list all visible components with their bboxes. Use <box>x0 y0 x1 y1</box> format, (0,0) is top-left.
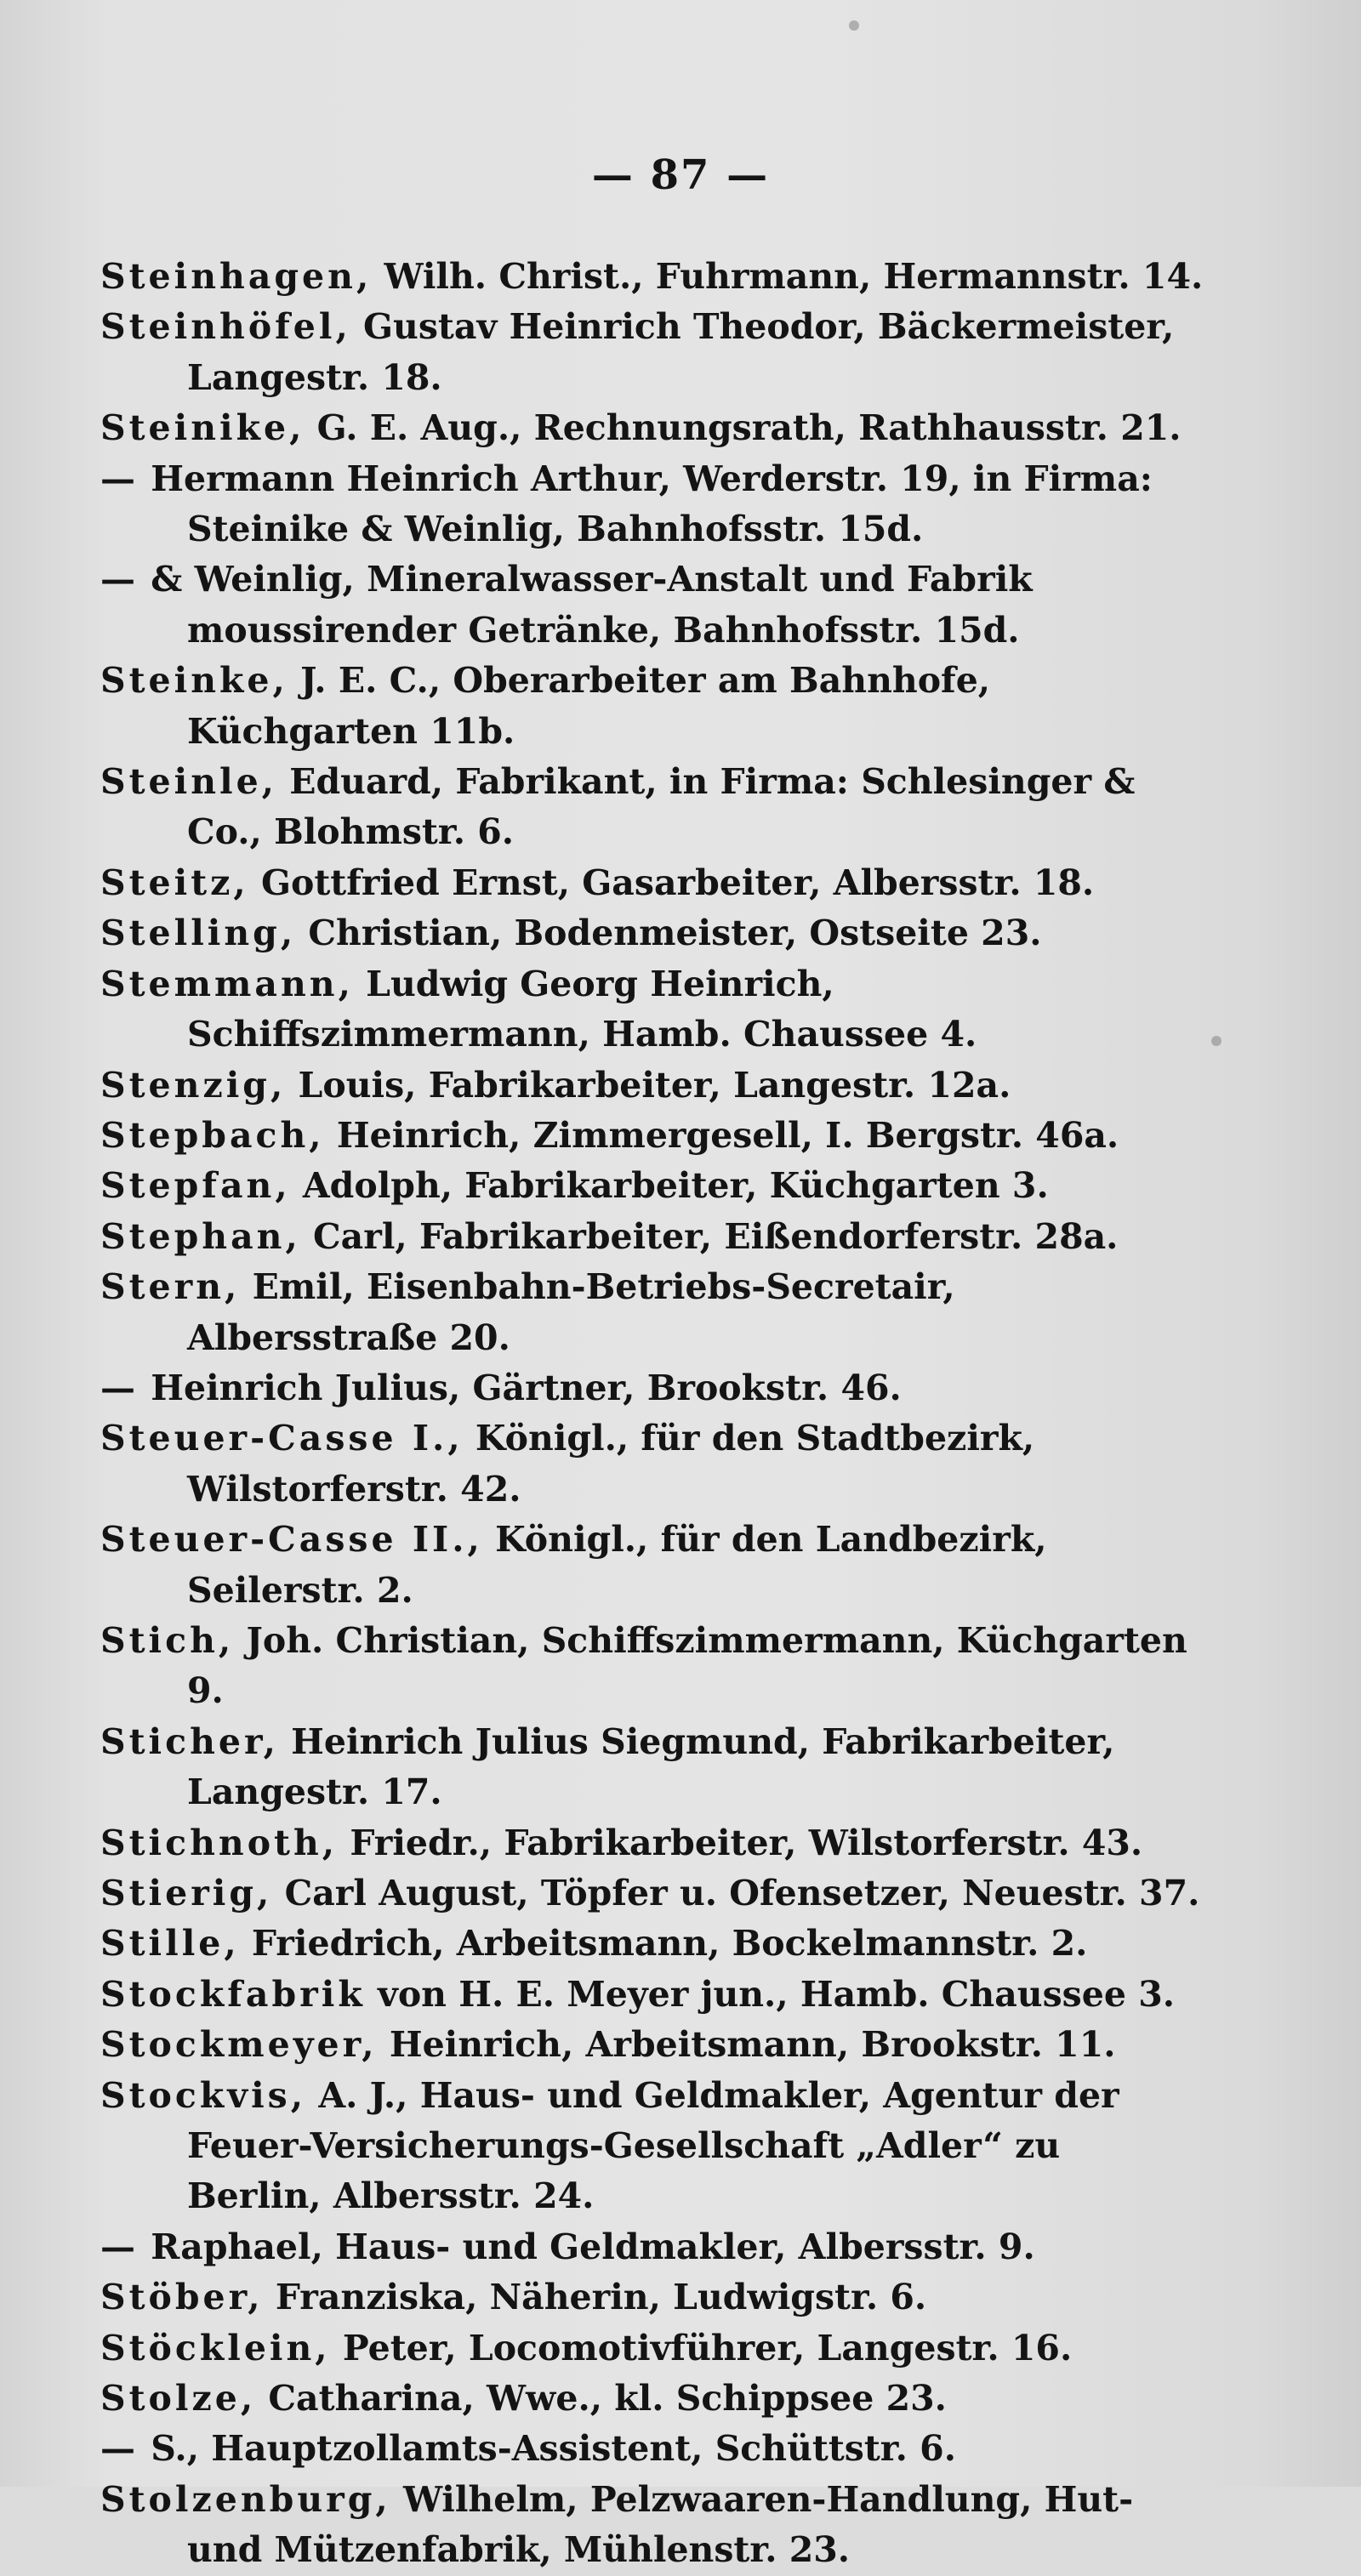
entry-surname: Stepbach, <box>100 1114 325 1156</box>
entry-details: von H. E. Meyer jun., Hamb. Chaussee 3. <box>378 1973 1176 2015</box>
entry-details: Gottfried Ernst, Gasarbeiter, Albersstr. 18. <box>260 862 1095 903</box>
entry-surname: Steinhagen, <box>100 256 373 297</box>
entry-surname: — <box>100 458 139 499</box>
entry-details: Königl., für den Stadtbezirk, Wilstorferstr. 42. <box>187 1418 1035 1510</box>
entry-details: Wilhelm, Pelzwaaren-Handlung, Hut- und Mützenfabrik, Mühlenstr. 23. <box>187 2478 1134 2571</box>
directory-entry <box>100 454 1206 555</box>
entry-surname: — <box>100 2428 139 2470</box>
entry-surname: — <box>100 559 139 600</box>
entry-details: Hermann Heinrich Arthur, Werderstr. 19, in Firma: Steinike & Weinlig, Bahnhofsstr. 15d. <box>151 458 1153 550</box>
entry-details: Eduard, Fabrikant, in Firma: Schlesinger & Co., Blohmstr. 6. <box>187 761 1136 853</box>
entry-details: Christian, Bodenmeister, Ostseite 23. <box>308 913 1042 954</box>
directory-entry <box>100 1061 1206 1111</box>
directory-entry <box>100 1919 1206 1969</box>
entry-details: Carl, Fabrikarbeiter, Eißendorferstr. 28a. <box>313 1215 1119 1257</box>
entry-details: Joh. Christian, Schiffszimmermann, Küchgarten 9. <box>187 1619 1187 1712</box>
entry-surname: Stierig, <box>100 1873 273 1914</box>
directory-entry <box>100 1515 1206 1616</box>
directory-entry <box>100 757 1206 858</box>
entry-details: Franziska, Näherin, Ludwigstr. 6. <box>275 2277 927 2318</box>
entry-surname: Stöcklein, <box>100 2327 331 2368</box>
entry-surname: Stemmann, <box>100 963 354 1004</box>
directory-entry <box>100 656 1206 757</box>
entry-details: Louis, Fabrikarbeiter, Langestr. 12a. <box>298 1064 1011 1106</box>
entry-details: & Weinlig, Mineralwasser-Anstalt und Fabrik moussirender Getränke, Bahnhofsstr. 15d. <box>151 559 1033 651</box>
entry-details: Adolph, Fabrikarbeiter, Küchgarten 3. <box>302 1165 1049 1207</box>
entry-surname: Steuer-Casse II., <box>100 1519 483 1561</box>
directory-entry <box>100 1717 1206 1818</box>
directory-entry <box>100 2071 1206 2222</box>
entry-details: Raphael, Haus- und Geldmakler, Albersstr. 9. <box>151 2226 1035 2267</box>
entry-details: J. E. C., Oberarbeiter am Bahnhofe, Küchgarten 11b. <box>187 660 991 752</box>
entry-surname: Stern, <box>100 1266 241 1308</box>
entry-surname: Stolzenburg, <box>100 2478 391 2520</box>
directory-entries <box>100 252 1206 2576</box>
entry-surname: Stich, <box>100 1619 235 1661</box>
entry-details: Heinrich Julius Siegmund, Fabrikarbeiter, Langestr. 17. <box>187 1720 1115 1813</box>
directory-entry <box>100 1413 1206 1515</box>
entry-surname: Stichnoth, <box>100 1822 339 1863</box>
entry-details: Friedrich, Arbeitsmann, Bockelmannstr. 2. <box>251 1923 1088 1965</box>
entry-details: Carl August, Töpfer u. Ofensetzer, Neuestr. 37. <box>284 1873 1200 1914</box>
paper-speck <box>849 20 859 31</box>
entry-surname: Stille, <box>100 1923 240 1965</box>
page-number: — 87 — <box>591 151 770 199</box>
paper-speck <box>1211 1036 1221 1046</box>
entry-surname: Stephan, <box>100 1215 301 1257</box>
entry-details: G. E. Aug., Rechnungsrath, Rathhausstr. 21. <box>316 407 1182 449</box>
entry-details: Heinrich, Zimmergesell, I. Bergstr. 46a. <box>336 1114 1119 1156</box>
directory-entry <box>100 959 1206 1061</box>
directory-entry <box>100 2475 1206 2576</box>
entry-surname: Stockvis, <box>100 2074 307 2116</box>
entry-surname: Steitz, <box>100 862 249 903</box>
entry-surname: — <box>100 2226 139 2267</box>
entry-details: Königl., für den Landbezirk, Seilerstr. 2. <box>187 1519 1047 1611</box>
directory-entry <box>100 858 1206 908</box>
entry-details: Peter, Locomotivführer, Langestr. 16. <box>342 2327 1073 2368</box>
entry-surname: Steinhöfel, <box>100 306 351 348</box>
entry-details: Heinrich Julius, Gärtner, Brookstr. 46. <box>151 1367 902 1408</box>
directory-entry <box>100 908 1206 958</box>
entry-details: S., Hauptzollamts-Assistent, Schüttstr. 6. <box>151 2428 956 2470</box>
entry-surname: Stolze, <box>100 2378 257 2420</box>
entry-surname: Steinike, <box>100 407 305 449</box>
directory-entry <box>100 2272 1206 2323</box>
directory-entry <box>100 2323 1206 2374</box>
entry-details: Heinrich, Arbeitsmann, Brookstr. 11. <box>389 2024 1116 2066</box>
directory-entry <box>100 1616 1206 1717</box>
entry-surname: Stenzig, <box>100 1064 287 1106</box>
directory-entry <box>100 1363 1206 1413</box>
entry-details: Friedr., Fabrikarbeiter, Wilstorferstr. 43. <box>350 1822 1143 1863</box>
entry-surname: Stelling, <box>100 913 297 954</box>
entry-details: Ludwig Georg Heinrich, Schiffszimmermann, Hamb. Chaussee 4. <box>187 963 977 1055</box>
directory-entry <box>100 1868 1206 1919</box>
directory-entry <box>100 1262 1206 1363</box>
entry-surname: Stockmeyer, <box>100 2024 378 2066</box>
directory-entry <box>100 403 1206 453</box>
directory-entry <box>100 2222 1206 2272</box>
entry-details: Emil, Eisenbahn-Betriebs-Secretair, Albersstraße 20. <box>187 1266 955 1358</box>
directory-entry <box>100 2374 1206 2424</box>
entry-details: Wilh. Christ., Fuhrmann, Hermannstr. 14. <box>384 256 1204 297</box>
directory-entry <box>100 2424 1206 2474</box>
directory-entry <box>100 1212 1206 1262</box>
directory-entry <box>100 302 1206 403</box>
entry-surname: Steuer-Casse I., <box>100 1418 464 1459</box>
directory-entry <box>100 1818 1206 1868</box>
entry-details: A. J., Haus- und Geldmakler, Agentur der Feuer-Versicherungs-Gesellschaft „Adler“ zu Berlin, Albersstr. 24. <box>187 2074 1119 2217</box>
entry-details: Catharina, Wwe., kl. Schippsee 23. <box>268 2378 947 2420</box>
entry-surname: Stöber, <box>100 2277 264 2318</box>
entry-surname: Stockfabrik <box>100 1973 366 2015</box>
entry-surname: — <box>100 1367 139 1408</box>
entry-surname: Sticher, <box>100 1720 279 1762</box>
entry-details: Gustav Heinrich Theodor, Bäckermeister, Langestr. 18. <box>187 306 1175 398</box>
directory-entry <box>100 1111 1206 1161</box>
directory-entry <box>100 554 1206 656</box>
entry-surname: Steinle, <box>100 761 277 803</box>
entry-surname: Steinke, <box>100 660 288 702</box>
directory-entry <box>100 1970 1206 2020</box>
directory-entry <box>100 2020 1206 2070</box>
directory-entry <box>100 252 1206 302</box>
entry-surname: Stepfan, <box>100 1165 291 1207</box>
directory-entry <box>100 1161 1206 1211</box>
